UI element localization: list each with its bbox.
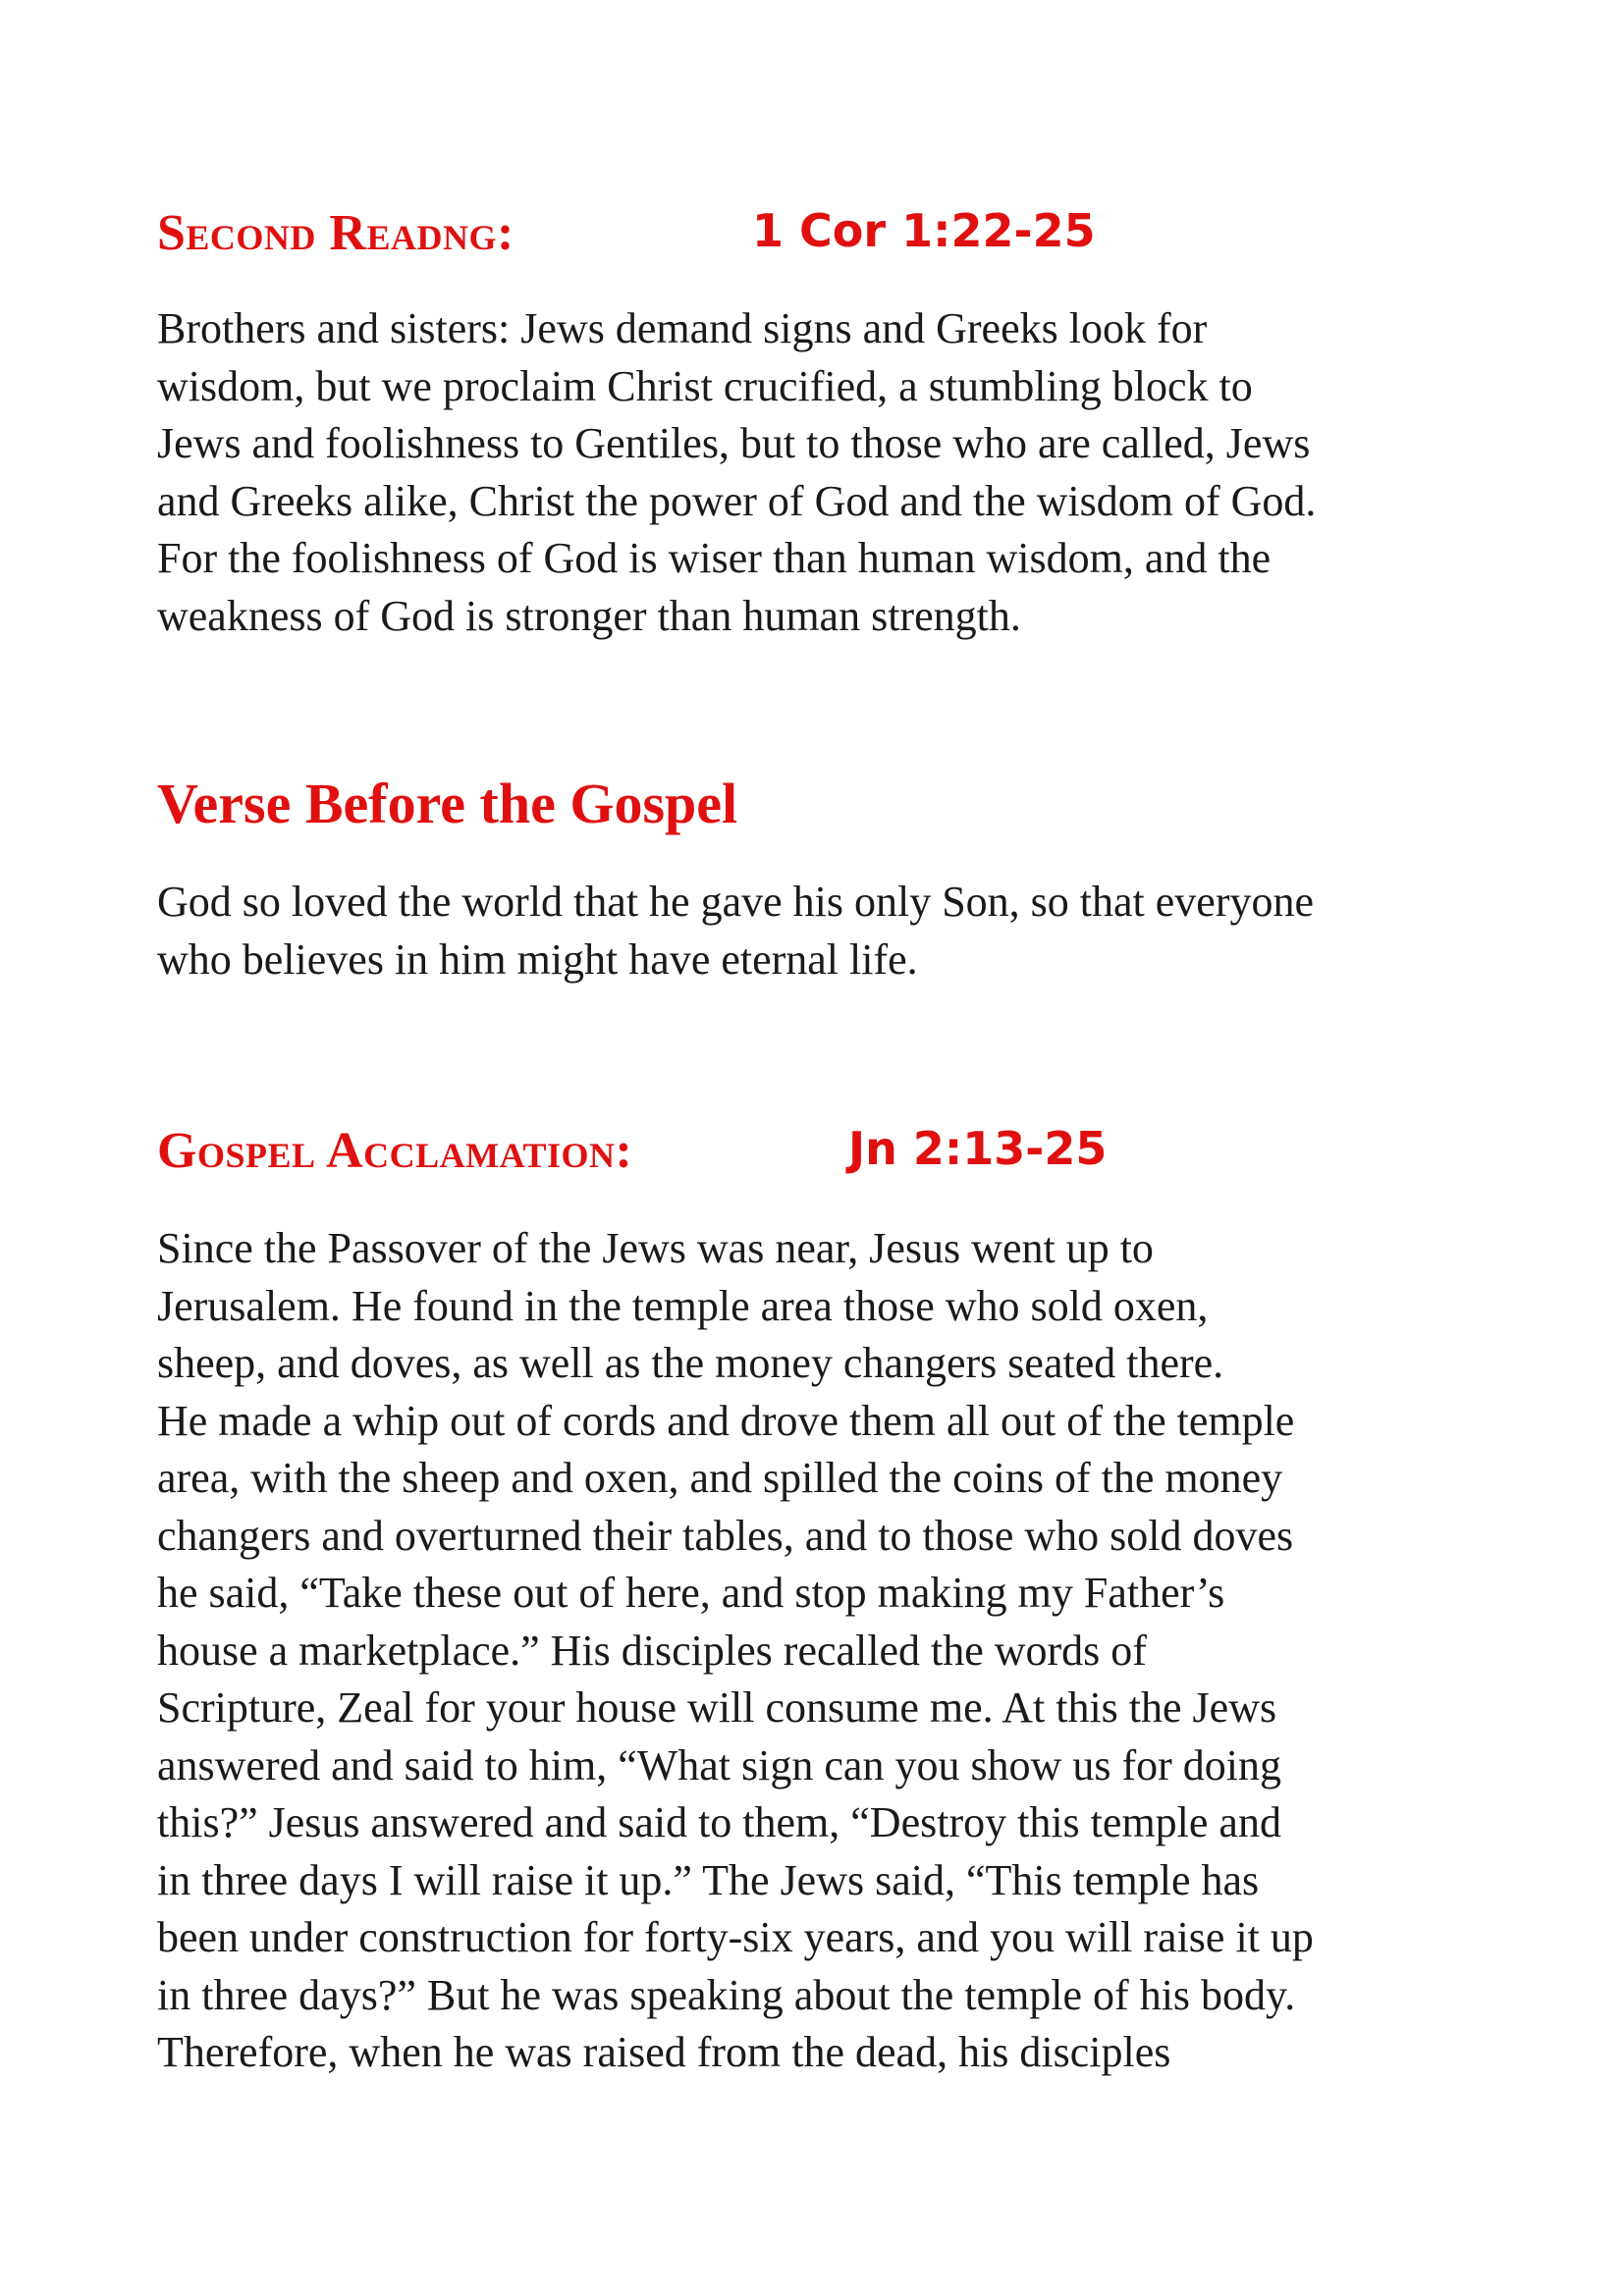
second-reading-heading: Second Readng: <box>157 205 514 261</box>
text-line: who believes in him might have eternal life. <box>157 934 918 984</box>
text-line: he said, “Take these out of here, and stop making my Father’s <box>157 1569 1225 1617</box>
text-line: in three days?” But he was speaking about the temple of his body. <box>157 1970 1296 2019</box>
text-line: wisdom, but we proclaim Christ crucified, a stumbling block to <box>157 361 1253 410</box>
second-reading-reference: 1 Cor 1:22-25 <box>752 204 1096 257</box>
gospel-text <box>157 1220 1473 2082</box>
verse-before-gospel-heading: Verse Before the Gospel <box>157 772 738 835</box>
text-line: in three days I will raise it up.” The Jews said, “This temple has <box>157 1855 1260 1904</box>
text-line: and Greeks alike, Christ the power of God and the wisdom of God. <box>157 476 1317 525</box>
text-line: Jerusalem. He found in the temple area those who sold oxen, <box>157 1281 1209 1330</box>
text-line: changers and overturned their tables, and to those who sold doves <box>157 1511 1294 1560</box>
text-line: Scripture, Zeal for your house will consume me. At this the Jews <box>157 1683 1277 1732</box>
text-line: Brothers and sisters: Jews demand signs and Greeks look for <box>157 304 1208 352</box>
text-line: area, with the sheep and oxen, and spilled the coins of the money <box>157 1454 1283 1502</box>
text-line: Since the Passover of the Jews was near, Jesus went up to <box>157 1224 1154 1272</box>
text-line: Therefore, when he was raised from the dead, his disciples <box>157 2028 1171 2076</box>
gospel-reference: Jn 2:13-25 <box>848 1122 1108 1175</box>
text-line: sheep, and doves, as well as the money changers seated there. <box>157 1339 1224 1387</box>
text-line: He made a whip out of cords and drove them all out of the temple <box>157 1396 1295 1445</box>
text-line: Jews and foolishness to Gentiles, but to those who are called, Jews <box>157 419 1311 467</box>
gospel-heading: Gospel Acclamation: <box>157 1123 633 1179</box>
text-line: God so loved the world that he gave his only Son, so that everyone <box>157 878 1315 926</box>
second-reading-text <box>157 300 1473 645</box>
text-line: been under construction for forty-six years, and you will raise it up <box>157 1913 1314 1961</box>
verse-before-gospel-text <box>157 874 1473 988</box>
text-line: this?” Jesus answered and said to them, “Destroy this temple and <box>157 1798 1281 1846</box>
text-line: weakness of God is stronger than human strength. <box>157 591 1021 640</box>
text-line: house a marketplace.” His disciples recalled the words of <box>157 1626 1147 1675</box>
text-line: answered and said to him, “What sign can you show us for doing <box>157 1740 1281 1789</box>
text-line: For the foolishness of God is wiser than human wisdom, and the <box>157 534 1272 582</box>
